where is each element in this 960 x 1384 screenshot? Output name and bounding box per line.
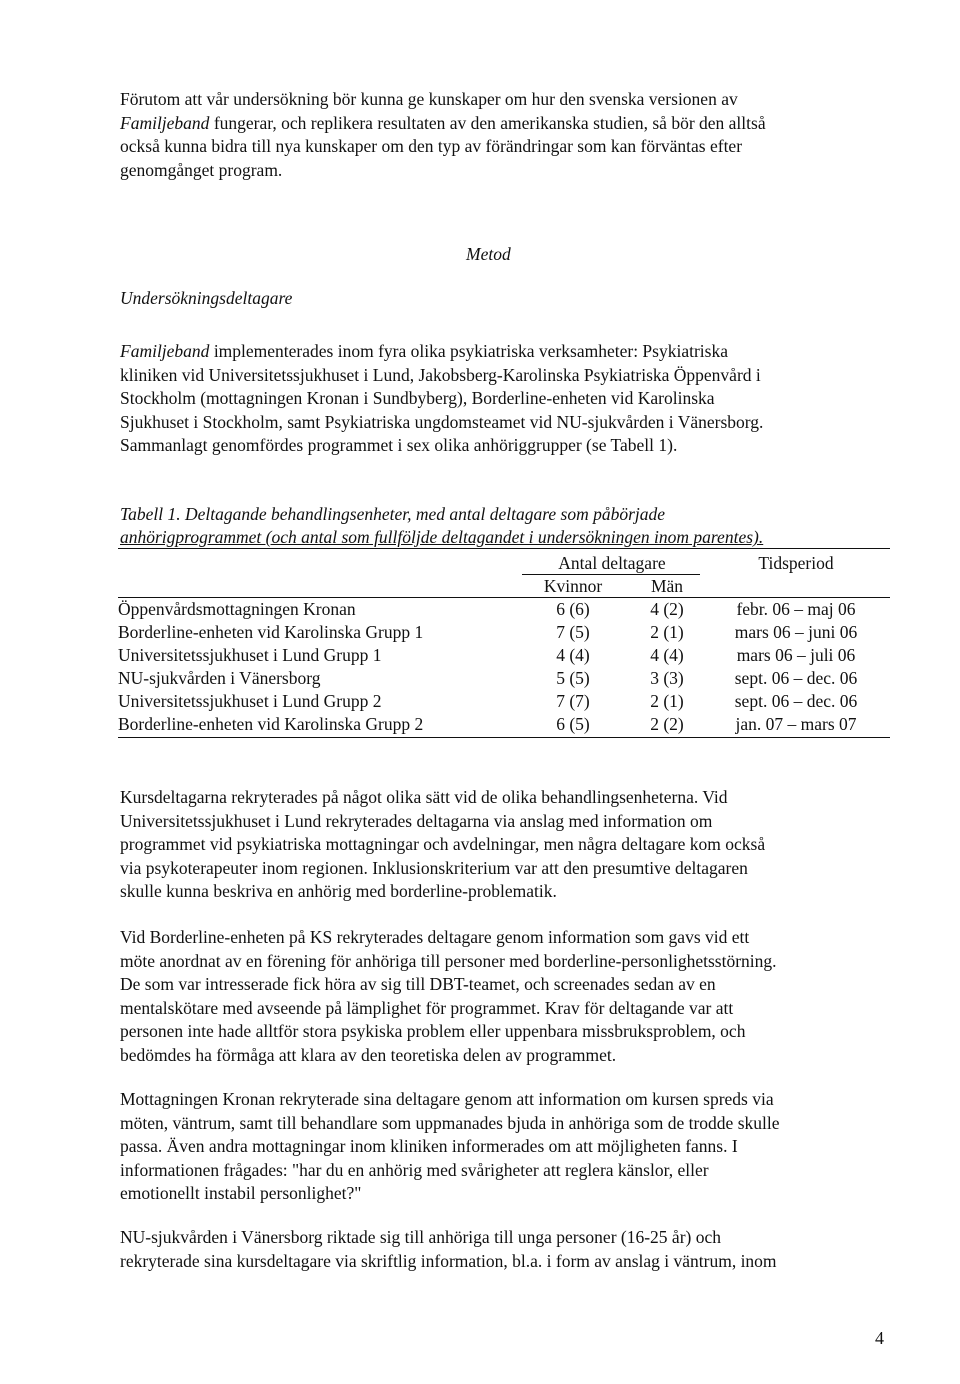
men-cell: 3 (3) — [650, 668, 684, 688]
table-row — [118, 667, 886, 690]
term-familjeband: Familjeband — [120, 112, 210, 133]
table-bottom-rule — [118, 737, 890, 738]
table-label: Tabell 1. — [120, 504, 181, 524]
unit-cell: Borderline-enheten vid Karolinska Grupp 1 — [118, 622, 424, 642]
table-row — [118, 621, 886, 644]
text-line: programmet vid psykiatriska mottagningar och avdelningar, men några deltagare kom också — [120, 834, 766, 854]
table-header-row — [118, 552, 886, 575]
participants-table — [118, 552, 886, 736]
text-line: personen inte hade alltför stora psykiska problem eller uppenbara missbruksproblem, och — [120, 1021, 746, 1041]
text-line: möten, väntrum, samt till behandlare som uppmanades bjuda in anhöriga som de trodde skulle — [120, 1112, 780, 1133]
text-line: genomgånget program. — [120, 159, 283, 180]
text-line: NU-sjukvården i Vänersborg riktade sig till anhöriga till unga personer (16-25 år) och — [120, 1227, 721, 1247]
text-line: Mottagningen Kronan rekryterade sina deltagare genom att information om kursen spreds via — [120, 1089, 774, 1109]
men-cell: 4 (4) — [650, 645, 684, 665]
table-row — [118, 690, 886, 713]
method-paragraph — [120, 340, 880, 458]
group-header: Antal deltagare — [558, 553, 666, 573]
men-cell: 4 (2) — [650, 599, 684, 619]
text-line: också kunna bidra till nya kunskaper om den typ av förändringar som kan förväntas efter — [120, 136, 743, 156]
text-line — [120, 340, 880, 364]
unit-cell: Universitetssjukhuset i Lund Grupp 1 — [118, 645, 382, 665]
text-line: Sjukhuset i Stockholm, samt Psykiatriska ungdomsteamet vid NU-sjukvården i Vänersborg. — [120, 411, 764, 432]
text-line: Universitetssjukhuset i Lund rekryterades deltagarna via anslag med information om — [120, 810, 713, 831]
text-line: mentalskötare med avseende på lämplighet för programmet. Krav för deltagande var att — [120, 997, 734, 1018]
unit-cell: Borderline-enheten vid Karolinska Grupp 2 — [118, 714, 424, 734]
women-cell: 7 (7) — [556, 691, 590, 711]
text-line — [120, 112, 880, 136]
period-header: Tidsperiod — [758, 553, 834, 573]
caption-line — [120, 503, 763, 526]
table-top-rule — [118, 548, 890, 549]
women-cell: 7 (5) — [556, 622, 590, 642]
period-cell: mars 06 – juli 06 — [736, 645, 856, 665]
text-line: Stockholm (mottagningen Kronan i Sundbyberg), Borderline-enheten vid Karolinska — [120, 388, 715, 408]
intro-paragraph — [120, 88, 880, 182]
period-cell: jan. 07 – mars 07 — [735, 714, 857, 734]
text-line: emotionellt instabil personlighet?" — [120, 1183, 362, 1203]
women-header: Kvinnor — [543, 576, 603, 596]
text-line: rekryterade sina kursdeltagare via skriftlig information, bl.a. i form av anslag i väntrum, inom — [120, 1250, 777, 1271]
men-cell: 2 (1) — [650, 691, 684, 711]
women-cell: 6 (5) — [556, 714, 590, 734]
paragraph-recruitment-nu — [120, 1226, 880, 1273]
text-line: Sammanlagt genomfördes programmet i sex olika anhöriggrupper (se Tabell 1). — [120, 435, 678, 455]
text-fragment: fungerar, och replikera resultaten av den amerikanska studien, så bör den alltså — [213, 112, 766, 133]
text-line: via psykoterapeuter inom regionen. Inklusionskriterium var att den presumtive deltagaren — [120, 857, 748, 878]
men-header: Män — [650, 576, 684, 596]
text-line: bedömdes ha förmåga att klara av den teoretiska delen av programmet. — [120, 1044, 617, 1065]
text-line: Vid Borderline-enheten på KS rekryterades deltagare genom information som gavs vid ett — [120, 927, 750, 947]
section-heading: Metod — [466, 244, 511, 264]
table-row — [118, 713, 886, 736]
page-number: 4 — [875, 1328, 884, 1348]
table-row — [118, 644, 886, 667]
period-cell: mars 06 – juni 06 — [734, 622, 858, 642]
women-cell: 6 (6) — [556, 599, 590, 619]
text-fragment: implementerades inom fyra olika psykiatriska verksamheter: Psykiatriska — [213, 341, 728, 361]
caption-line: anhörigprogrammet (och antal som fullföljde deltagandet i undersökningen inom parentes). — [120, 527, 764, 547]
women-cell: 4 (4) — [556, 645, 590, 665]
table-subheader-row — [118, 575, 886, 598]
women-cell: 5 (5) — [556, 668, 590, 688]
unit-cell: NU-sjukvården i Vänersborg — [118, 668, 321, 688]
men-cell: 2 (2) — [650, 714, 684, 734]
subheading: Undersökningsdeltagare — [120, 288, 293, 308]
paragraph-recruitment-kronan — [120, 1088, 880, 1206]
text-line: Förutom att vår undersökning bör kunna ge kunskaper om hur den svenska versionen av — [120, 89, 738, 109]
period-cell: sept. 06 – dec. 06 — [734, 691, 858, 711]
text-line: kliniken vid Universitetssjukhuset i Lund, Jakobsberg-Karolinska Psykiatriska Öppenvård i — [120, 364, 761, 385]
text-line: möte anordnat av en förening för anhöriga till personer med borderline-personlighetsstörning. — [120, 950, 777, 971]
text-line: skulle kunna beskriva en anhörig med borderline-problematik. — [120, 881, 557, 901]
text-line: passa. Även andra mottagningar inom kliniken informerades om att möjligheten fanns. I — [120, 1136, 738, 1156]
text-line: Kursdeltagarna rekryterades på något olika sätt vid de olika behandlingsenheterna. Vid — [120, 787, 728, 807]
text-line: De som var intresserade fick höra av sig till DBT-teamet, och screenades sedan av en — [120, 974, 716, 994]
period-cell: sept. 06 – dec. 06 — [734, 668, 858, 688]
unit-cell: Universitetssjukhuset i Lund Grupp 2 — [118, 691, 382, 711]
text-line: informationen frågades: "har du en anhörig med svårigheter att reglera känslor, eller — [120, 1159, 709, 1180]
table-row — [118, 598, 886, 621]
unit-cell: Öppenvårdsmottagningen Kronan — [118, 599, 356, 619]
men-cell: 2 (1) — [650, 622, 684, 642]
paragraph-recruitment-ks — [120, 926, 880, 1067]
caption-text: Deltagande behandlingsenheter, med antal deltagare som påbörjade — [185, 504, 666, 524]
table-caption — [120, 503, 763, 549]
paragraph-recruitment-general — [120, 786, 880, 904]
period-cell: febr. 06 – maj 06 — [736, 599, 856, 619]
term-familjeband: Familjeband — [120, 341, 210, 361]
